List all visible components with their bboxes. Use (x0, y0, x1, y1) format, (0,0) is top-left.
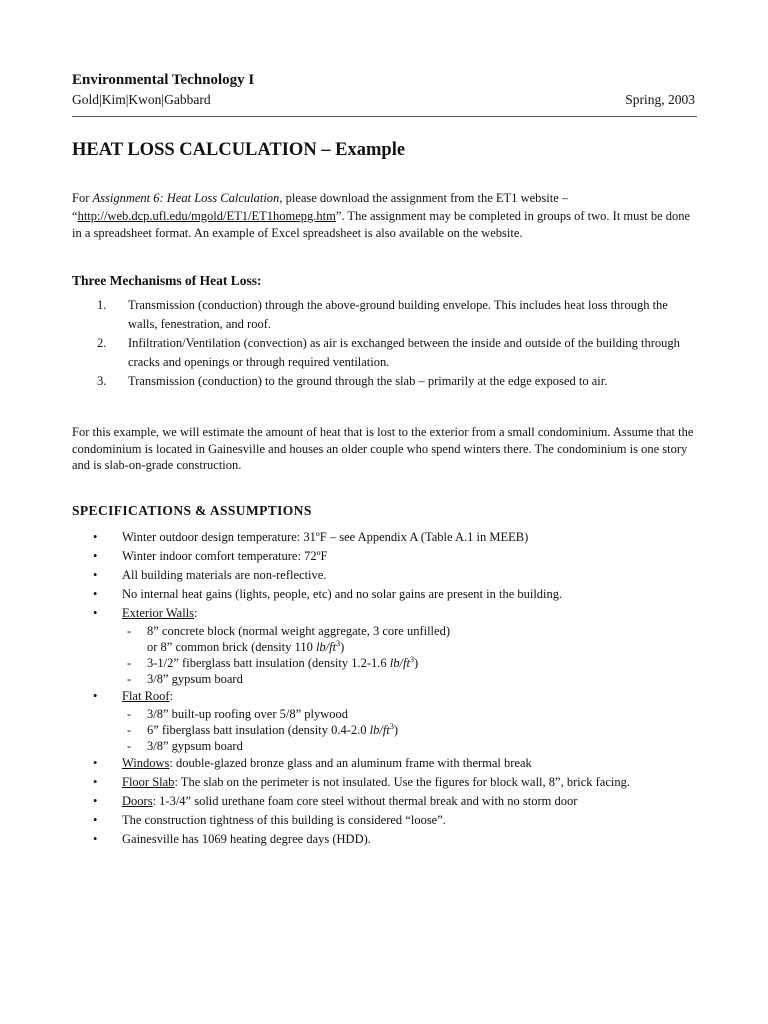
list-item (72, 547, 697, 566)
intro-paragraph (72, 190, 697, 243)
sub-item (122, 738, 697, 754)
bullet-icon: • (93, 606, 98, 620)
unit-exponent: 3 (409, 654, 414, 664)
mechanisms-heading: Three Mechanisms of Heat Loss: (72, 273, 262, 288)
bullet-icon: • (93, 832, 98, 846)
unit-text: lb/ft (369, 723, 390, 737)
bullet-icon: • (93, 794, 98, 808)
bullet-icon: • (93, 568, 98, 582)
list-item-text: Transmission (conduction) to the ground through the slab – primarily at the edge exposed to air. (128, 374, 608, 388)
example-paragraph: For this example, we will estimate the amount of heat that is lost to the exterior from a small condominium. Assume that the condominium is located in Gainesville and houses an older couple who spend winters there. The condominium is one story and is slab-on-grade construction. (72, 425, 694, 472)
list-item (72, 566, 697, 585)
sub-item (122, 655, 697, 671)
author-name: Gold (72, 92, 99, 107)
sub-item-text: 8” concrete block (normal weight aggregate, 3 core unfilled) (147, 624, 450, 638)
sub-item-text: 3/8” gypsum board (147, 672, 243, 686)
spec-text: The construction tightness of this building is considered “loose”. (122, 813, 446, 827)
label-colon: : (169, 689, 174, 703)
spec-text: Winter outdoor design temperature: 31ºF – see Appendix A (Table A.1 in MEEB) (122, 530, 529, 544)
list-item (72, 754, 697, 773)
doors-label: Doors (122, 794, 153, 808)
list-item (72, 687, 697, 754)
spec-text: Gainesville has 1069 heating degree days (HDD). (122, 832, 371, 846)
dash-icon: - (127, 707, 132, 721)
spec-text: Winter indoor comfort temperature: 72ºF (122, 549, 328, 563)
spec-text: All building materials are non-reflective. (122, 568, 327, 582)
course-title: Environmental Technology I (72, 72, 255, 88)
unit-text: lb/ft (389, 656, 410, 670)
sub-item (122, 722, 697, 738)
specs-heading: SPECIFICATIONS & ASSUMPTIONS (72, 503, 312, 518)
list-item (72, 604, 697, 687)
roof-sublist (122, 706, 697, 754)
list-item (72, 811, 697, 830)
list-number: 3. (97, 374, 107, 388)
author-name: Kwon (128, 92, 162, 107)
unit-exponent: 3 (336, 638, 341, 648)
author-name: Gabbard (164, 92, 211, 107)
exterior-walls-label: Exterior Walls (122, 606, 195, 620)
dash-icon: - (127, 672, 132, 686)
page-title: HEAT LOSS CALCULATION – Example (72, 140, 406, 160)
paren-text: ) (413, 656, 419, 670)
sub-item (122, 671, 697, 687)
unit-exponent: 3 (389, 721, 394, 731)
sub-item-text: 3/8” gypsum board (147, 739, 243, 753)
assignment-name: Assignment 6: Heat Loss Calculation (92, 191, 280, 205)
intro-text: ”. The assignment may be completed in groups of two. It must be done in a spreadsheet format. An example of Excel spreadsheet is also available on the website. (72, 208, 691, 240)
mechanisms-list (72, 296, 697, 391)
list-number: 2. (97, 336, 107, 350)
list-item (72, 372, 697, 391)
term-label: Spring, 2003 (625, 92, 695, 107)
sub-item-text: or 8” common brick (density 110 (147, 640, 316, 654)
bullet-icon: • (93, 530, 98, 544)
bullet-icon: • (93, 813, 98, 827)
dash-icon: - (127, 739, 132, 753)
spec-text: : double-glazed bronze glass and an aluminum frame with thermal break (169, 756, 532, 770)
intro-text: For (72, 191, 93, 205)
sub-item-text: 3-1/2” fiberglass batt insulation (density 1.2-1.6 (147, 656, 390, 670)
bullet-icon: • (93, 587, 98, 601)
list-item (72, 528, 697, 547)
list-item (72, 792, 697, 811)
walls-sublist (122, 623, 697, 687)
list-item (72, 334, 697, 372)
dash-icon: - (127, 656, 132, 670)
list-item-text: Transmission (conduction) through the above-ground building envelope. This includes heat loss through the walls, fenestration, and roof. (128, 298, 668, 331)
spec-text: : 1-3/4” solid urethane foam core steel without thermal break and with no storm door (152, 794, 578, 808)
list-number: 1. (97, 298, 107, 312)
author-name: Kim (101, 92, 126, 107)
paren-text: ) (340, 640, 345, 654)
header-divider (72, 116, 697, 117)
bullet-icon: • (93, 775, 98, 789)
windows-label: Windows (122, 756, 170, 770)
intro-text: , please download the assignment from the ET1 website – “ (72, 191, 569, 223)
paren-text: ) (393, 723, 398, 737)
author-list: Gold|Kim|Kwon|Gabbard (72, 92, 211, 107)
website-link[interactable]: http://web.dcp.ufl.edu/mgold/ET1/ET1homepg.htm (77, 208, 336, 223)
sub-item-text: 3/8” built-up roofing over 5/8” plywood (147, 707, 349, 721)
sub-item (122, 706, 697, 722)
list-item (72, 830, 697, 849)
specs-list (72, 528, 697, 849)
list-item (72, 773, 697, 792)
unit-text: lb/ft (315, 640, 337, 654)
bullet-icon: • (93, 689, 98, 703)
spec-text: : The slab on the perimeter is not insulated. Use the figures for block wall, 8”, brick facing. (174, 775, 630, 789)
dash-icon: - (127, 723, 132, 737)
list-item-text: Infiltration/Ventilation (convection) as air is exchanged between the inside and outside of the building through cracks and openings or through required ventilation. (128, 336, 680, 369)
sub-item (122, 639, 697, 655)
spec-text: No internal heat gains (lights, people, etc) and no solar gains are present in the building. (122, 587, 563, 601)
sub-item-text: 6” fiberglass batt insulation (density 0.4-2.0 (147, 723, 370, 737)
list-item (72, 585, 697, 604)
dash-icon: - (127, 624, 132, 638)
sub-item (122, 623, 697, 639)
bullet-icon: • (93, 756, 98, 770)
floor-slab-label: Floor Slab (122, 775, 175, 789)
label-colon: : (194, 606, 198, 620)
bullet-icon: • (93, 549, 98, 563)
flat-roof-label: Flat Roof (122, 689, 170, 703)
list-item (72, 296, 697, 334)
